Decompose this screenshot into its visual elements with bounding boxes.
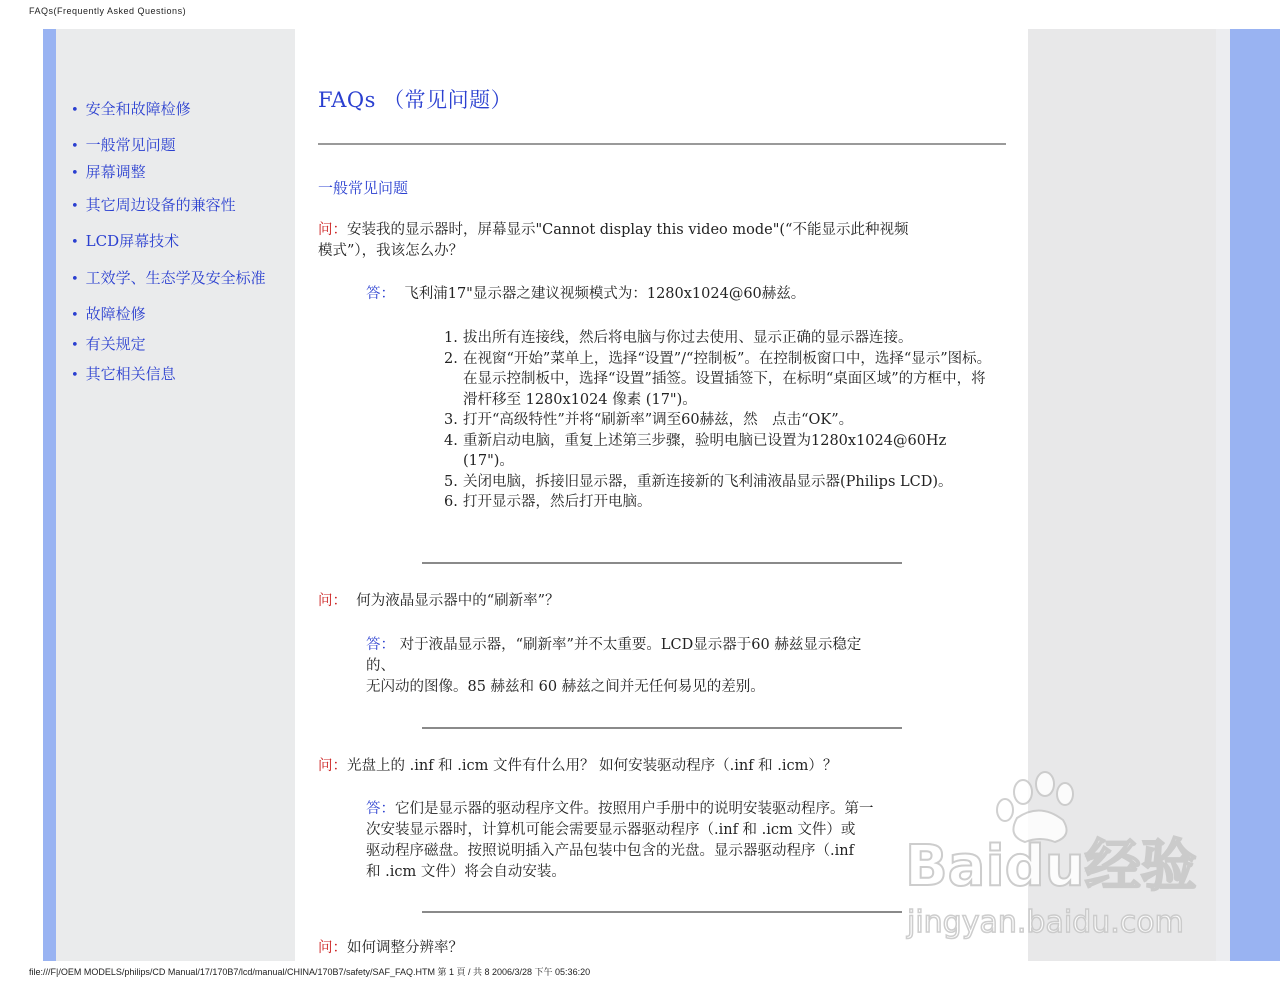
right-stripe xyxy=(1230,29,1280,961)
step-number: 1. xyxy=(444,330,458,346)
sidebar-item-label: 其它周边设备的兼容性 xyxy=(85,196,236,214)
question-1-line2: 模式”），我该怎么办？ xyxy=(318,243,464,259)
answer-marker: 答： xyxy=(366,637,395,653)
sidebar-item-regulations[interactable] xyxy=(71,333,146,354)
answer-1 xyxy=(366,284,805,305)
question-2-text: 何为液晶显示器中的“刷新率”？ xyxy=(356,593,560,609)
bullet-icon: • xyxy=(71,166,79,181)
step-number: 5. xyxy=(444,473,458,490)
step-number: 6. xyxy=(444,494,458,510)
question-1-text: 安装我的显示器时，屏幕显示"Cannot display this video mode"(“不能显示此种视频 xyxy=(347,222,909,238)
divider xyxy=(422,727,902,729)
answer-2-text: 对于液晶显示器，“刷新率”并不太重要。LCD显示器于60 赫兹显示稳定 xyxy=(399,637,862,653)
sidebar-item-label: LCD屏幕技术 xyxy=(85,232,180,250)
list-item xyxy=(444,472,999,493)
answer-3-line4: 和 .icm 文件）将会自动安装。 xyxy=(366,864,566,880)
question-1-line1 xyxy=(318,220,1008,241)
question-marker: 问： xyxy=(318,593,347,609)
question-marker: 问： xyxy=(318,222,347,238)
page-header-text: FAQs(Frequently Asked Questions) xyxy=(29,6,187,16)
sidebar-item-label: 故障检修 xyxy=(85,305,146,323)
divider xyxy=(422,562,902,564)
question-4-text: 如何调整分辨率？ xyxy=(347,940,463,956)
answer-1-steps xyxy=(444,328,999,513)
answer-3-text: 它们是显示器的驱动程序文件。按照用户手册中的说明安装驱动程序。第一 xyxy=(395,801,874,817)
left-stripe xyxy=(43,29,56,961)
step-text: 在视窗“开始”菜单上，选择“设置”/“控制板”。在控制板窗口中，选择“显示”图标。在显示控制板中，选择“设置”插签。设置插签下，在标明“桌面区域”的方框中，将滑杆移至 1280x1024 像素 (17")。 xyxy=(463,350,992,408)
bullet-icon: • xyxy=(71,308,79,323)
answer-2 xyxy=(366,635,966,698)
step-text: 打开“高级特性”并将“刷新率”调至60赫兹，然 点击“OK”。 xyxy=(463,412,854,428)
sidebar-item-safety[interactable] xyxy=(71,98,191,119)
question-4 xyxy=(318,938,463,959)
question-marker: 问： xyxy=(318,940,347,956)
watermark-logo: Baidu经验 xyxy=(905,834,1197,899)
sidebar-item-ergonomics[interactable] xyxy=(71,267,266,288)
title-divider xyxy=(318,143,1006,145)
list-item xyxy=(444,328,999,349)
step-number: 2. xyxy=(444,350,458,367)
answer-3-line1 xyxy=(366,799,966,820)
baidu-watermark xyxy=(905,770,1205,940)
section-heading: 一般常见问题 xyxy=(318,179,409,197)
list-item xyxy=(444,431,999,472)
step-text: 打开显示器，然后打开电脑。 xyxy=(463,494,652,510)
list-item xyxy=(444,492,999,513)
sidebar-item-lcd-tech[interactable] xyxy=(71,230,179,251)
page-footer-text: file:///F|/OEM MODELS/philips/CD Manual/17/170B7/lcd/manual/CHINA/170B7/safety/SAF_FAQ.HTM 第 1 頁 / 共 8 2006/3/28 下午 05:36:20 xyxy=(29,967,591,977)
bullet-icon: • xyxy=(71,103,79,118)
bullet-icon: • xyxy=(71,199,79,214)
watermark-url: jingyan.baidu.com xyxy=(907,905,1184,940)
sidebar-item-label: 屏幕调整 xyxy=(85,163,146,181)
divider xyxy=(422,911,902,913)
bullet-icon: • xyxy=(71,338,79,353)
answer-2-line1 xyxy=(366,635,966,656)
bullet-icon: • xyxy=(71,368,79,383)
sidebar-item-label: 一般常见问题 xyxy=(85,136,176,154)
answer-marker: 答： xyxy=(366,801,395,817)
question-3-text: 光盘上的 .inf 和 .icm 文件有什么用？ 如何安装驱动程序（.inf 和 .icm）？ xyxy=(347,758,838,774)
sidebar-item-other-info[interactable] xyxy=(71,363,176,384)
answer-2-line3: 无闪动的图像。85 赫兹和 60 赫兹之间并无任何易见的差别。 xyxy=(366,679,765,695)
bullet-icon: • xyxy=(71,235,79,250)
list-item xyxy=(444,410,999,431)
page-title: FAQs （常见问题） xyxy=(318,88,513,112)
bullet-icon: • xyxy=(71,139,79,154)
sidebar-item-label: 其它相关信息 xyxy=(85,365,176,383)
question-1 xyxy=(318,220,1008,262)
step-text: 拔出所有连接线，然后将电脑与你过去使用、显示正确的显示器连接。 xyxy=(463,330,913,346)
answer-3-line2: 次安装显示器时，计算机可能会需要显示器驱动程序（.inf 和 .icm 文件）或 xyxy=(366,822,856,838)
sidebar-item-label: 工效学、生态学及安全标准 xyxy=(85,269,266,287)
step-number: 3. xyxy=(444,412,458,428)
sidebar-item-screen-adjust[interactable] xyxy=(71,161,146,182)
answer-3-line3: 驱动程序磁盘。按照说明插入产品包装中包含的光盘。显示器驱动程序（.inf xyxy=(366,843,854,859)
sidebar-item-general-faq[interactable] xyxy=(71,134,176,155)
sidebar-item-label: 有关规定 xyxy=(85,335,146,353)
sidebar-item-label: 安全和故障检修 xyxy=(85,100,191,118)
sidebar-item-compatibility[interactable] xyxy=(71,194,236,215)
bullet-icon: • xyxy=(71,272,79,287)
sidebar xyxy=(56,29,295,961)
sidebar-item-troubleshooting[interactable] xyxy=(71,303,146,324)
step-text: 关闭电脑，拆接旧显示器，重新连接新的飞利浦液晶显示器(Philips LCD)。 xyxy=(463,473,953,490)
answer-marker: 答： xyxy=(366,286,395,302)
question-marker: 问： xyxy=(318,758,347,774)
question-3 xyxy=(318,756,837,777)
step-text: 重新启动电脑，重复上述第三步骤，验明电脑已设置为1280x1024@60Hz (17")。 xyxy=(463,432,947,469)
answer-3 xyxy=(366,799,966,883)
question-2 xyxy=(318,591,560,612)
list-item xyxy=(444,349,999,411)
answer-1-text: 飞利浦17"显示器之建议视频模式为：1280x1024@60赫兹。 xyxy=(404,286,806,302)
answer-2-line2: 的、 xyxy=(366,658,395,674)
right-thin-stripe xyxy=(1216,29,1230,961)
step-number: 4. xyxy=(444,432,458,449)
